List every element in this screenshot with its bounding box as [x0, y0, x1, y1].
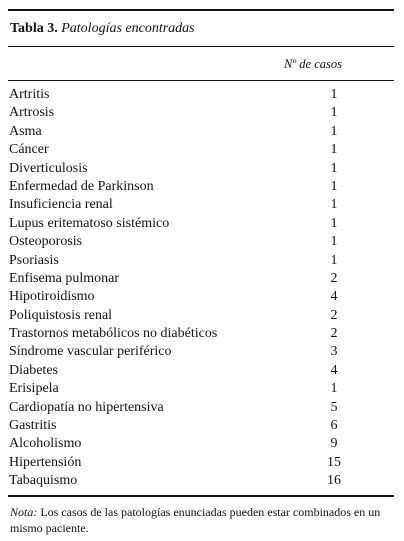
case-count: 15 [327, 454, 341, 470]
table-row [9, 472, 349, 490]
table-row [9, 215, 349, 233]
case-count: 5 [330, 399, 338, 415]
pathology-name: Hipertensión [9, 454, 82, 470]
case-count: 1 [330, 381, 338, 397]
case-count: 1 [330, 234, 338, 250]
pathology-name: Alcoholismo [9, 436, 82, 452]
table-title: Patologías encontradas [61, 21, 195, 36]
pathology-name: Osteoporosis [9, 234, 83, 250]
pathology-name: Asma [9, 123, 42, 139]
case-count: 1 [330, 160, 338, 176]
table-body [9, 86, 349, 491]
pathology-name: Psoriasis [9, 252, 59, 268]
table-row [9, 123, 349, 141]
table-row [9, 325, 349, 343]
header-rule-top [8, 46, 394, 47]
table-row [9, 196, 349, 214]
top-rule [8, 9, 394, 11]
pathology-name: Diabetes [9, 362, 58, 378]
table-row [9, 160, 349, 178]
table-row [9, 380, 349, 398]
pathology-name: Hipotiroidismo [9, 289, 95, 305]
pathology-name: Insuficiencia renal [9, 197, 113, 213]
pathology-name: Tabaquismo [9, 473, 78, 489]
table-row [9, 343, 349, 361]
case-count: 2 [330, 326, 338, 342]
pathology-name: Lupus eritematoso sistémico [9, 215, 170, 231]
pathology-name: Trastornos metabólicos no diabéticos [9, 326, 218, 342]
case-count: 2 [330, 270, 338, 286]
case-count: 4 [330, 289, 338, 305]
table-row [9, 104, 349, 122]
table-row [9, 454, 349, 472]
pathology-name: Enfisema pulmonar [9, 270, 120, 286]
table-row [9, 270, 349, 288]
table-row [9, 288, 349, 306]
bottom-rule [8, 495, 394, 497]
table-row [9, 307, 349, 325]
pathology-name: Erisipela [9, 381, 59, 397]
table-row [9, 362, 349, 380]
case-count: 16 [327, 473, 341, 489]
pathology-name: Enfermedad de Parkinson [9, 178, 154, 194]
table-row [9, 141, 349, 159]
table-note [10, 504, 394, 536]
case-count: 1 [330, 178, 338, 194]
pathology-name: Cáncer [9, 142, 49, 158]
case-count: 1 [330, 123, 338, 139]
case-count: 1 [330, 105, 338, 121]
table-row [9, 233, 349, 251]
case-count: 2 [330, 307, 338, 323]
note-label: Nota: [10, 505, 38, 519]
table-row [9, 435, 349, 453]
pathology-name: Poliquistosis renal [9, 307, 113, 323]
case-count: 4 [330, 362, 338, 378]
case-count: 3 [330, 344, 338, 360]
pathology-name: Diverticulosis [9, 160, 88, 176]
table-row [9, 86, 349, 104]
column-header-cases: Nº de casos [283, 57, 343, 71]
pathology-name: Gastritis [9, 418, 57, 434]
case-count: 1 [330, 87, 338, 102]
case-count: 1 [330, 215, 338, 231]
case-count: 9 [330, 436, 338, 452]
header-rule-bottom [8, 80, 394, 81]
table-row [9, 399, 349, 417]
table-row [9, 178, 349, 196]
case-count: 6 [330, 418, 338, 434]
note-text: Los casos de las patologías enunciadas pueden estar combinados en un mismo paciente. [10, 505, 381, 535]
table-row [9, 252, 349, 270]
pathology-name: Síndrome vascular periférico [9, 344, 172, 360]
table-label: Tabla 3. [10, 21, 58, 36]
table-caption [10, 20, 195, 38]
case-count: 1 [330, 142, 338, 158]
table-row [9, 417, 349, 435]
case-count: 1 [330, 252, 338, 268]
pathology-name: Artrosis [9, 105, 55, 121]
pathology-name: Artritis [9, 87, 50, 102]
pathology-name: Cardiopatía no hipertensiva [9, 399, 164, 415]
case-count: 1 [330, 197, 338, 213]
